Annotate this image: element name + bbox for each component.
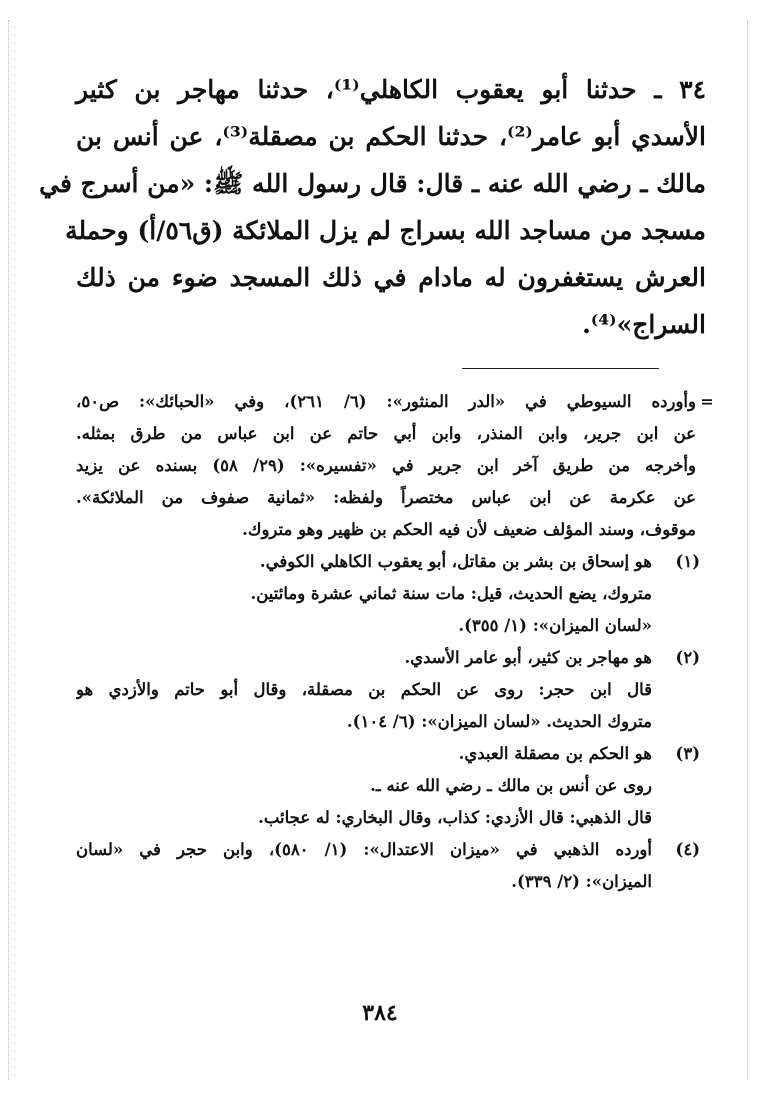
footnote-line: وأخرجه من طريق آخر ابن جرير في «تفسيره»: (٢٩/ ٥٨) بسنده عن يزيد	[76, 456, 696, 475]
footnote-continuation	[76, 386, 714, 546]
scan-edge-left	[8, 20, 9, 1080]
footnote-number: (٤)	[675, 840, 700, 859]
footnote-line: هو الحكم بن مصقلة العبدي.	[458, 744, 652, 763]
hadith-line: العرش يستغفرون له مادام في ذلك المسجد ضوء من ذلك	[76, 263, 706, 292]
continuation-mark: =	[700, 392, 714, 411]
footnote-line: روى عن أنس بن مالك ـ رضي الله عنه ـ.	[370, 776, 652, 795]
footnote-line: عن ابن جرير، وابن المنذر، وابن أبي حاتم عن ابن عباس من طرق بمثله.	[76, 424, 696, 443]
hadith-line: ٣٤ ـ حدثنا أبو يعقوب الكاهلي⁽¹⁾، حدثنا مهاجر بن كثير	[76, 75, 707, 104]
footnote-1	[76, 546, 700, 642]
footnote-line: قال ابن حجر: روى عن الحكم بن مصقلة، وقال أبو حاتم والأزدي هو	[76, 680, 652, 699]
page-number: ٣٨٤	[362, 1000, 398, 1026]
footnote-line: متروك الحديث. «لسان الميزان»: (٦/ ١٠٤).	[346, 712, 652, 731]
footnote-number: (٢)	[675, 648, 700, 667]
hadith-line: الأسدي أبو عامر⁽²⁾، حدثنا الحكم بن مصقلة⁽³⁾، عن أنس بن	[76, 122, 706, 151]
footnote-number: (٣)	[675, 744, 700, 763]
hadith-line: مالك ـ رضي الله عنه ـ قال: قال رسول الله ﷺ: «من أسرج في	[39, 169, 706, 198]
scan-edge-right	[747, 20, 748, 1080]
hadith-line: السراج»⁽⁴⁾.	[582, 310, 706, 339]
footnote-line: «لسان الميزان»: (١/ ٣٥٥).	[458, 616, 652, 635]
footnote-number: (١)	[675, 552, 700, 571]
footnote-line: هو مهاجر بن كثير، أبو عامر الأسدي.	[404, 648, 652, 667]
footnote-line: الميزان»: (٢/ ٣٣٩).	[511, 872, 652, 891]
footnote-line: أورده الذهبي في «ميزان الاعتدال»: (١/ ٥٨٠)، وابن حجر في «لسان	[76, 840, 652, 859]
footnote-3	[76, 738, 700, 834]
footnote-4	[76, 834, 700, 898]
footnotes	[76, 386, 714, 898]
footnote-separator	[462, 368, 659, 369]
footnote-line: متروك، يضع الحديث، قيل: مات سنة ثماني عشرة ومائتين.	[250, 584, 652, 603]
hadith-text	[39, 66, 707, 348]
footnote-line: هو إسحاق بن بشر بن مقاتل، أبو يعقوب الكاهلي الكوفي.	[259, 552, 652, 571]
footnote-2	[76, 642, 700, 738]
footnote-line: موقوف، وسند المؤلف ضعيف لأن فيه الحكم بن ظهير وهو متروك.	[242, 520, 696, 539]
hadith-line: مسجد من مساجد الله بسراج لم يزل الملائكة (ق٥٦/أ) وحملة	[65, 216, 706, 245]
footnote-line: عن عكرمة عن ابن عباس مختصراً ولفظه: «ثمانية صفوف من الملائكة».	[76, 488, 696, 507]
footnote-line: قال الذهبي: قال الأزدي: كذاب، وقال البخاري: له عجائب.	[258, 808, 652, 827]
footnote-line: وأورده السيوطي في «الدر المنثور»: (٦/ ٢٦١)، وفي «الحبائك»: ص٥٠،	[76, 392, 696, 411]
